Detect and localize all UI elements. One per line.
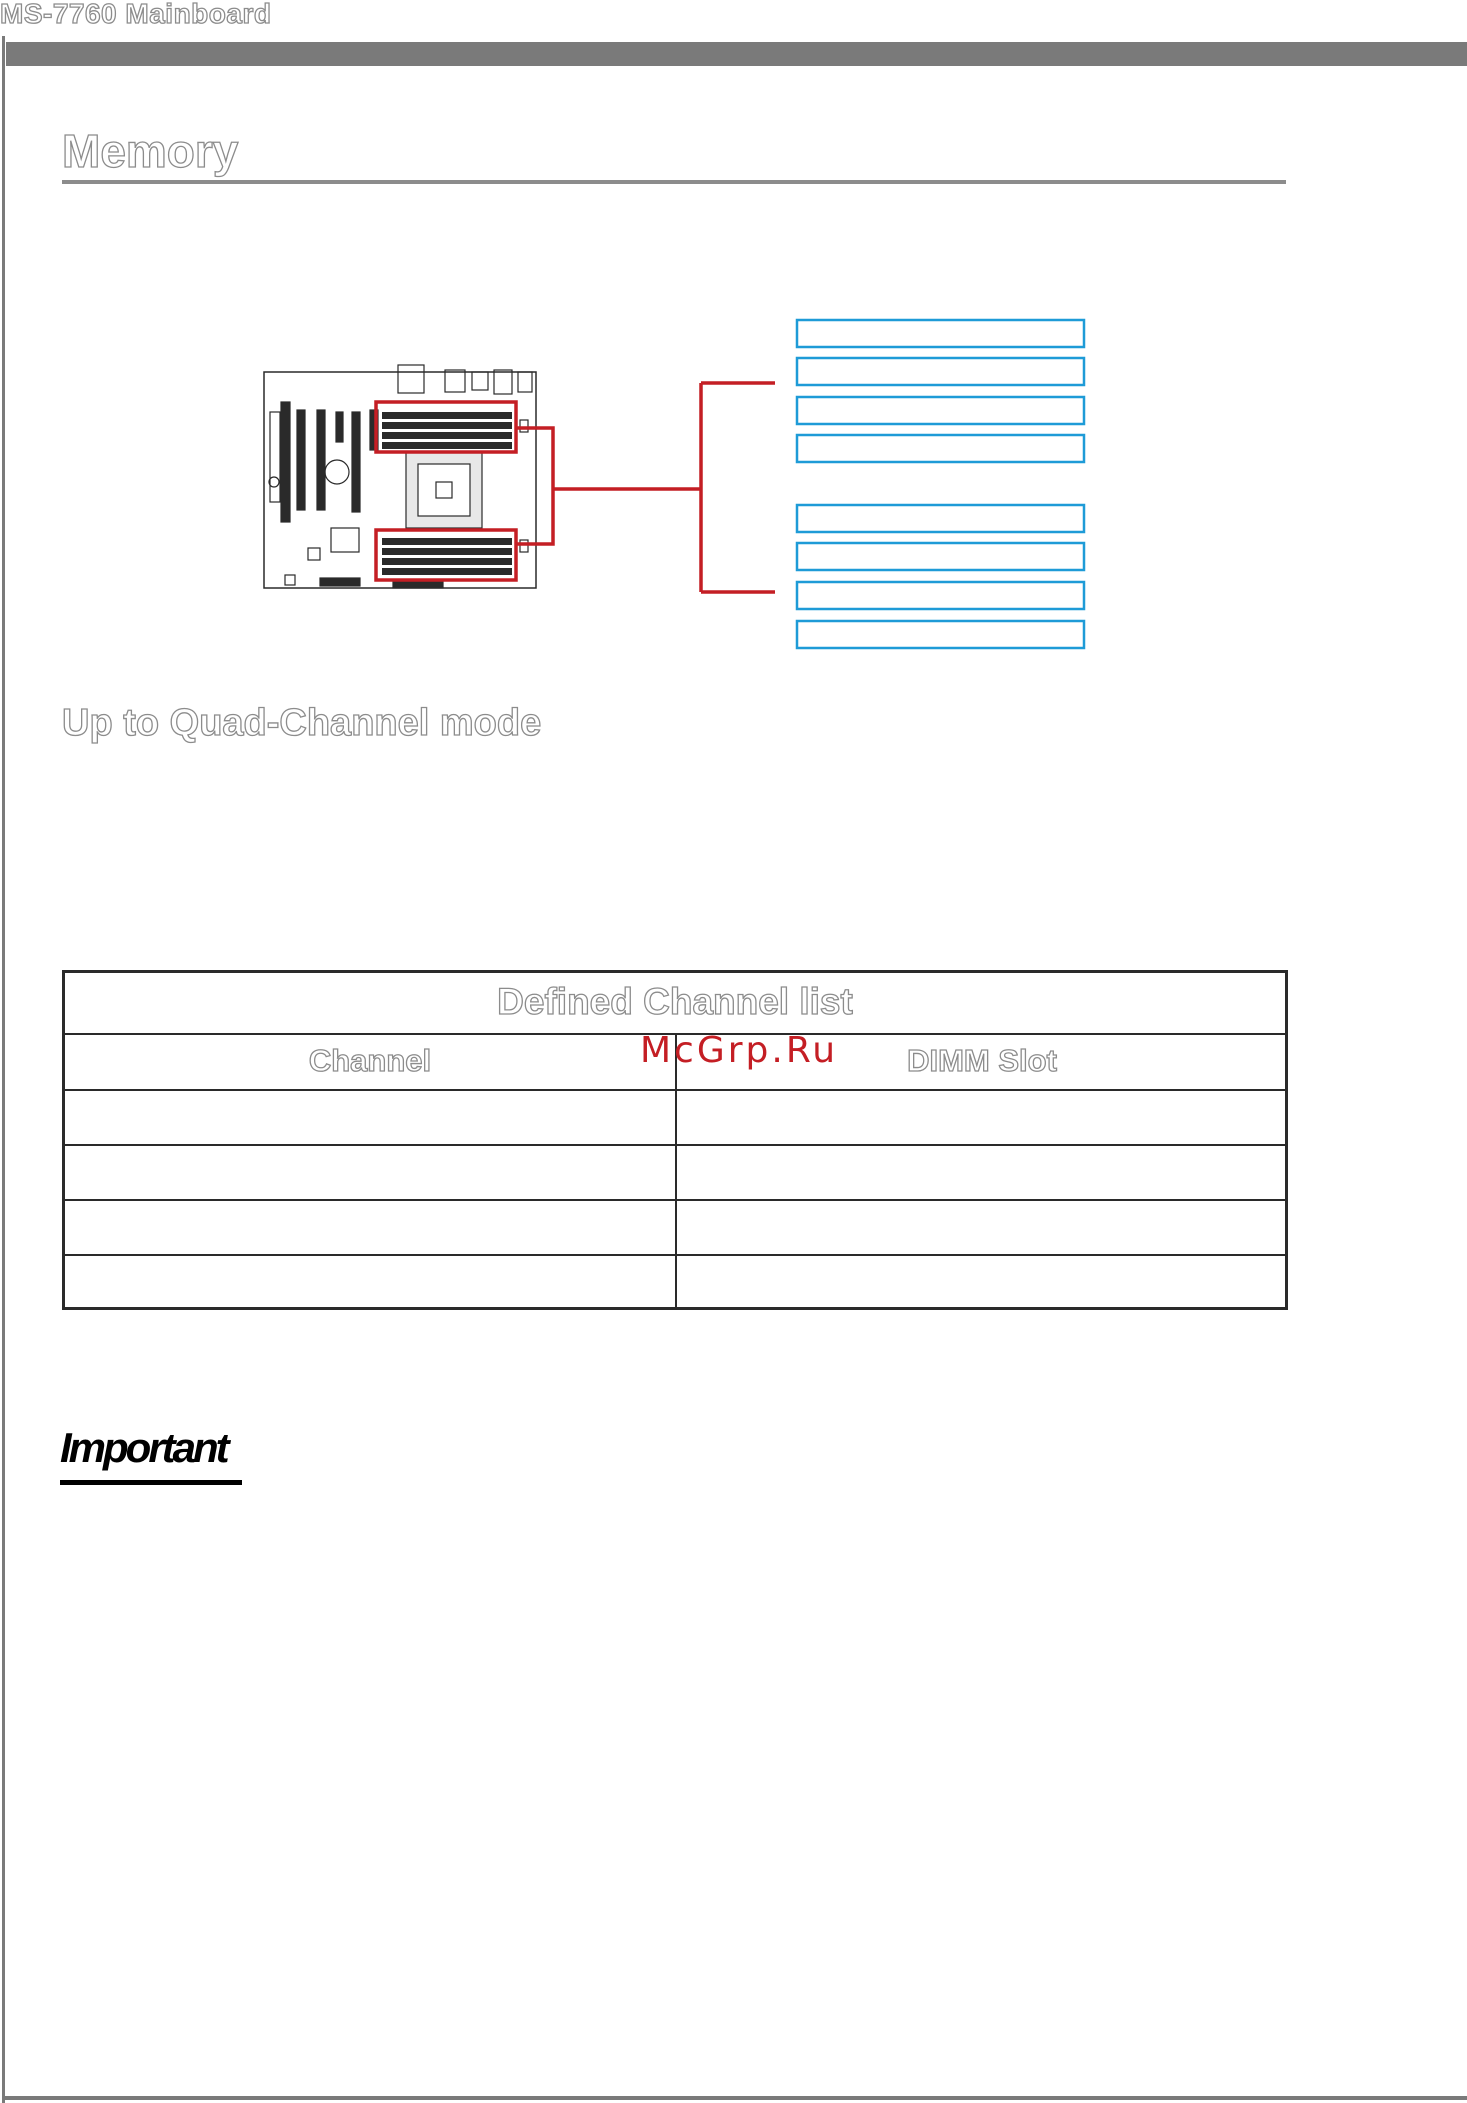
slot-label-box — [797, 320, 1084, 347]
table-title: Defined Channel list — [497, 981, 853, 1022]
slot-label-box — [797, 505, 1084, 532]
slot-label-box — [797, 582, 1084, 609]
column-header-channel: Channel — [308, 1043, 432, 1078]
connector-lines — [516, 383, 775, 592]
table-title-row — [65, 973, 1285, 1035]
memory-slot-diagram — [0, 0, 1467, 700]
important-underline — [60, 1480, 242, 1485]
important-label: Important — [60, 1424, 227, 1471]
section-heading: Up to Quad-Channel mode — [62, 702, 542, 744]
column-header-dimm-slot: DIMM Slot — [907, 1043, 1057, 1078]
slot-label-boxes — [797, 320, 1084, 648]
slot-label-box — [797, 435, 1084, 462]
channel-table — [62, 970, 1288, 1310]
page-title: Memory — [62, 125, 239, 177]
bottom-page-rule — [2, 2096, 1467, 2100]
slot-label-box — [797, 543, 1084, 570]
table-column-divider — [675, 1035, 677, 1307]
slot-label-box — [797, 358, 1084, 385]
watermark: McGrp.Ru — [640, 1030, 839, 1071]
slot-label-box — [797, 621, 1084, 648]
slot-label-box — [797, 397, 1084, 424]
running-header: MS-7760 Mainboard — [0, 0, 272, 29]
